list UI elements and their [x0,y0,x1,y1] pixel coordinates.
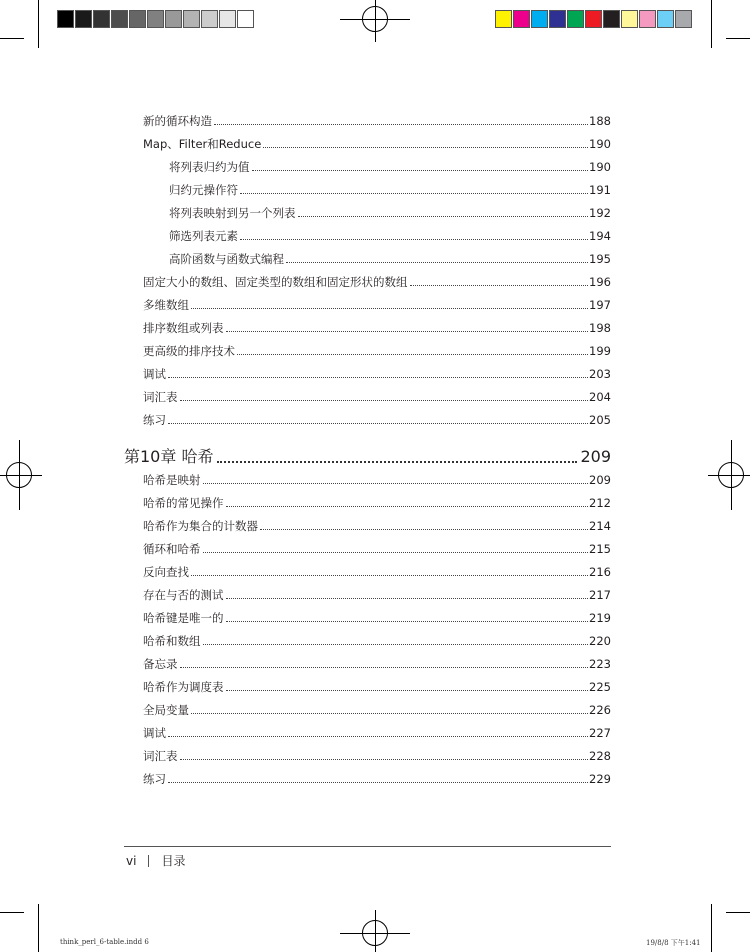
toc-page-number: 198 [589,321,611,335]
toc-entry[interactable] [143,297,611,313]
color-swatch [201,10,218,28]
toc-page-number: 199 [589,344,611,358]
toc-entry[interactable] [143,679,611,695]
color-swatch [549,10,566,28]
toc-page-number: 209 [589,473,611,487]
toc-entry-title: 备忘录 [143,657,178,671]
crop-mark [711,904,712,952]
crop-mark [0,912,24,913]
toc-page-number: 194 [589,229,611,243]
toc-entry[interactable] [143,389,611,405]
toc-entry-title: 反向查找 [143,565,189,579]
section-name: 目录 [161,854,186,868]
gray-color-bar [57,10,255,28]
color-swatch [93,10,110,28]
color-swatch [75,10,92,28]
toc-page-number: 188 [589,114,611,128]
toc-page-number: 219 [589,611,611,625]
crop-mark [38,0,39,48]
dot-leader [180,400,589,401]
toc-entry[interactable] [143,320,611,336]
toc-page-number: 209 [580,447,611,466]
toc-entry-title: 归约元操作符 [169,183,238,197]
color-swatch [657,10,674,28]
dot-leader [203,644,589,645]
color-swatch [129,10,146,28]
toc-entry[interactable] [143,366,611,382]
dot-leader [263,147,588,148]
page-footer [126,852,185,869]
toc-entry-title: 多维数组 [143,298,189,312]
toc-page-number: 228 [589,749,611,763]
toc-entry-title: 练习 [143,413,166,427]
toc-entry-title: 练习 [143,772,166,786]
color-swatch [147,10,164,28]
footer-separator [148,855,149,867]
dot-leader [226,506,589,507]
crop-mark [0,38,24,39]
color-swatch [513,10,530,28]
crop-mark [38,904,39,952]
slug-filename: think_perl_6-table.indd 6 [60,938,149,946]
toc-entry[interactable] [143,412,611,428]
toc-page-number: 197 [589,298,611,312]
color-swatch [675,10,692,28]
toc-entry[interactable] [169,251,611,267]
toc-entry-title: 排序数组或列表 [143,321,224,335]
color-swatch [237,10,254,28]
toc-page-number: 214 [589,519,611,533]
toc-page-number: 203 [589,367,611,381]
dot-leader [298,216,589,217]
toc-page-number: 190 [589,160,611,174]
color-swatch [585,10,602,28]
color-swatch [111,10,128,28]
toc-page-number: 229 [589,772,611,786]
toc-page-number: 204 [589,390,611,404]
toc-entry-title: 词汇表 [143,390,178,404]
dot-leader [214,124,588,125]
toc-entry-title: 哈希作为调度表 [143,680,224,694]
toc-entry-title: 存在与否的测试 [143,588,224,602]
toc-entry[interactable] [143,495,611,511]
toc-page-number: 220 [589,634,611,648]
toc-page-number: 216 [589,565,611,579]
color-swatch [639,10,656,28]
crop-mark [726,38,750,39]
dot-leader [260,529,588,530]
toc-entry-title: 新的循环构造 [143,114,212,128]
slug-date: 19/8/8 下午1:41 [646,939,701,947]
toc-entry[interactable] [143,541,611,557]
toc-entry-title: 词汇表 [143,749,178,763]
toc-entry-title: 哈希的常见操作 [143,496,224,510]
dot-leader [226,621,589,622]
dot-leader [226,690,589,691]
toc-entry[interactable] [143,518,611,534]
crop-mark [711,0,712,48]
color-swatch [495,10,512,28]
toc-entry[interactable] [143,113,611,129]
toc-page-number: 223 [589,657,611,671]
toc-entry[interactable] [143,633,611,649]
toc-entry[interactable] [143,587,611,603]
toc-page-number: 195 [589,252,611,266]
toc-entry-title: Map、Filter和Reduce [143,137,262,151]
page-number: vi [126,853,137,868]
dot-leader [226,331,589,332]
toc-entry-title: 调试 [143,367,166,381]
toc-entry-title: 循环和哈希 [143,542,201,556]
dot-leader [286,262,588,263]
dot-leader [252,170,589,171]
toc-entry-title: 哈希和数组 [143,634,201,648]
toc-page-number: 205 [589,413,611,427]
dot-leader [168,423,588,424]
toc-entry-title: 将列表映射到另一个列表 [169,206,296,220]
dot-leader [240,193,588,194]
toc-entry[interactable] [143,610,611,626]
dot-leader [226,598,589,599]
color-swatch [567,10,584,28]
toc-entry-title: 高阶函数与函数式编程 [169,252,284,266]
toc-entry[interactable] [143,343,611,359]
toc-page-number: 225 [589,680,611,694]
toc-entry-title: 固定大小的数组、固定类型的数组和固定形状的数组 [143,275,408,289]
dot-leader [203,552,589,553]
dot-leader [217,461,577,463]
toc-entry[interactable] [143,702,611,718]
dot-leader [203,483,589,484]
toc-entry[interactable] [143,136,611,152]
toc-page-number: 226 [589,703,611,717]
toc-entry[interactable] [169,182,611,198]
color-swatch [621,10,638,28]
color-swatch [165,10,182,28]
toc-entry-title: 哈希作为集合的计数器 [143,519,258,533]
toc-entry[interactable] [169,228,611,244]
toc-entry[interactable] [169,159,611,175]
dot-leader [237,354,588,355]
dot-leader [240,239,588,240]
color-swatch [603,10,620,28]
toc-entry[interactable] [143,656,611,672]
dot-leader [180,759,589,760]
dot-leader [168,782,588,783]
toc-page-number: 191 [589,183,611,197]
chapter-heading[interactable] [124,446,611,468]
process-color-bar [495,10,693,28]
toc-page-number: 215 [589,542,611,556]
dot-leader [410,285,589,286]
toc-entry[interactable] [169,205,611,221]
toc-page-number: 212 [589,496,611,510]
toc-entry[interactable] [143,564,611,580]
dot-leader [191,575,588,576]
toc-entry-title: 哈希是映射 [143,473,201,487]
crop-mark [726,912,750,913]
toc-entry-title: 全局变量 [143,703,189,717]
toc-page-number: 227 [589,726,611,740]
color-swatch [219,10,236,28]
dot-leader [168,377,588,378]
toc-entry[interactable] [143,771,611,787]
toc-page-number: 192 [589,206,611,220]
toc-entry-title: 调试 [143,726,166,740]
dot-leader [180,667,589,668]
toc-entry-title: 第10章 哈希 [124,447,214,466]
toc-entry-title: 将列表归约为值 [169,160,250,174]
toc-entry-title: 筛选列表元素 [169,229,238,243]
color-swatch [183,10,200,28]
color-swatch [57,10,74,28]
footer-rule [124,846,611,847]
toc-entry-title: 哈希键是唯一的 [143,611,224,625]
toc-page-number: 196 [589,275,611,289]
dot-leader [191,308,588,309]
toc-entry-title: 更高级的排序技术 [143,344,235,358]
color-swatch [531,10,548,28]
toc-entry[interactable] [143,274,611,290]
dot-leader [168,736,588,737]
toc-page-number: 190 [589,137,611,151]
dot-leader [191,713,588,714]
toc-entry[interactable] [143,725,611,741]
toc-entry[interactable] [143,748,611,764]
toc-entry[interactable] [143,472,611,488]
toc-page-number: 217 [589,588,611,602]
